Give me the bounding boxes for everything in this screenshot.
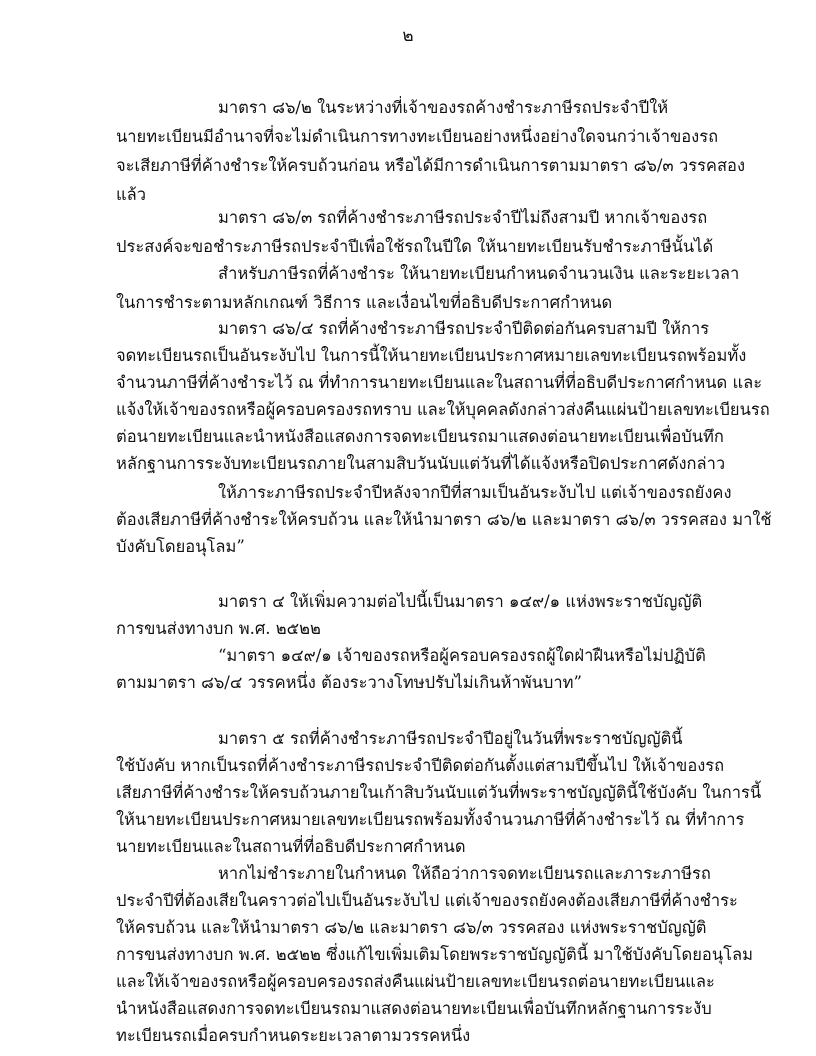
text-line: ทะเบียนรถเมื่อครบกำหนดระยะเวลาตามวรรคหนึ่ง: [116, 1026, 471, 1045]
text-line: สำหรับภาษีรถที่ค้างชำระ ให้นายทะเบียนกำหนดจำนวนเงิน และระยะเวลา: [218, 264, 740, 283]
text-line: ต้องเสียภาษีที่ค้างชำระให้ครบถ้วน และให้นำมาตรา ๘๖/๒ และมาตรา ๘๖/๓ วรรคสอง มาใช้: [116, 510, 772, 529]
page-number: ๒: [402, 26, 414, 46]
text-line: ในการชำระตามหลักเกณฑ์ วิธีการ และเงื่อนไขที่อธิบดีประกาศกำหนด: [116, 293, 613, 312]
text-line: จดทะเบียนรถเป็นอันระงับไป ในการนี้ให้นายทะเบียนประกาศหมายเลขทะเบียนรถพร้อมทั้ง: [116, 346, 747, 365]
text-line: นายทะเบียนและในสถานที่ที่อธิบดีประกาศกำหนด: [116, 837, 466, 856]
text-line: จำนวนภาษีที่ค้างชำระไว้ ณ ที่ทำการนายทะเบียนและในสถานที่ที่อธิบดีประกาศกำหนด และ: [116, 373, 763, 392]
text-line: หากไม่ชำระภายในกำหนด ให้ถือว่าการจดทะเบียนรถและภาระภาษีรถ: [218, 864, 711, 883]
text-line: ต่อนายทะเบียนและนำหนังสือแสดงการจดทะเบียนรถมาแสดงต่อนายทะเบียนเพื่อบันทึก: [116, 427, 724, 446]
text-line: ใช้บังคับ หากเป็นรถที่ค้างชำระภาษีรถประจำปีติดต่อกันตั้งแต่สามปีขึ้นไป ให้เจ้าของรถ: [116, 756, 725, 775]
text-line: แจ้งให้เจ้าของรถหรือผู้ครอบครองรถทราบ และให้บุคคลดังกล่าวส่งคืนแผ่นป้ายเลขทะเบียนรถ: [116, 400, 770, 419]
text-line: มาตรา ๘๖/๔ รถที่ค้างชำระภาษีรถประจำปีติดต่อกันครบสามปี ให้การ: [218, 319, 710, 338]
text-line: การขนส่งทางบก พ.ศ. ๒๕๒๒ ซึ่งแก้ไขเพิ่มเติมโดยพระราชบัญญัตินี้ มาใช้บังคับโดยอนุโลม: [116, 945, 753, 964]
text-line: “มาตรา ๑๔๙/๑ เจ้าของรถหรือผู้ครอบครองรถผู้ใดฝ่าฝืนหรือไม่ปฏิบัติ: [218, 646, 706, 665]
text-line: นำหนังสือแสดงการจดทะเบียนรถมาแสดงต่อนายทะเบียนเพื่อบันทึกหลักฐานการระงับ: [116, 999, 712, 1018]
text-line: เสียภาษีที่ค้างชำระให้ครบถ้วนภายในเก้าสิบวันนับแต่วันที่พระราชบัญญัตินี้ใช้บังคับ ในการนี้: [116, 783, 762, 802]
text-line: ให้ครบถ้วน และให้นำมาตรา ๘๖/๒ และมาตรา ๘๖/๓ วรรคสอง แห่งพระราชบัญญัติ: [116, 918, 707, 937]
text-line: ตามมาตรา ๘๖/๔ วรรคหนึ่ง ต้องระวางโทษปรับไม่เกินห้าพันบาท”: [116, 673, 582, 692]
text-line: ประสงค์จะขอชำระภาษีรถประจำปีเพื่อใช้รถในปีใด ให้นายทะเบียนรับชำระภาษีนั้นได้: [116, 237, 714, 256]
text-line: จะเสียภาษีที่ค้างชำระให้ครบถ้วนก่อน หรือได้มีการดำเนินการตามมาตรา ๘๖/๓ วรรคสอง: [116, 156, 746, 175]
text-line: การขนส่งทางบก พ.ศ. ๒๕๒๒: [116, 619, 321, 638]
text-line: ประจำปีที่ต้องเสียในคราวต่อไปเป็นอันระงับไป แต่เจ้าของรถยังคงต้องเสียภาษีที่ค้างชำระ: [116, 891, 738, 910]
text-line: มาตรา ๘๖/๒ ในระหว่างที่เจ้าของรถค้างชำระภาษีรถประจำปีให้: [218, 98, 669, 117]
text-line: หลักฐานการระงับทะเบียนรถภายในสามสิบวันนับแต่วันที่ได้แจ้งหรือปิดประกาศดังกล่าว: [116, 454, 726, 473]
text-line: บังคับโดยอนุโลม”: [116, 537, 245, 556]
text-line: มาตรา ๕ รถที่ค้างชำระภาษีรถประจำปีอยู่ในวันที่พระราชบัญญัตินี้: [218, 729, 683, 748]
text-line: นายทะเบียนมีอำนาจที่จะไม่ดำเนินการทางทะเบียนอย่างหนึ่งอย่างใดจนกว่าเจ้าของรถ: [116, 127, 719, 146]
text-line: แล้ว: [116, 185, 147, 204]
text-line: และให้เจ้าของรถหรือผู้ครอบครองรถส่งคืนแผ่นป้ายเลขทะเบียนรถต่อนายทะเบียนและ: [116, 972, 715, 991]
text-line: ให้นายทะเบียนประกาศหมายเลขทะเบียนรถพร้อมทั้งจำนวนภาษีที่ค้างชำระไว้ ณ ที่ทำการ: [116, 810, 745, 829]
text-line: มาตรา ๔ ให้เพิ่มความต่อไปนี้เป็นมาตรา ๑๔๙/๑ แห่งพระราชบัญญัติ: [218, 592, 703, 611]
text-line: ให้ภาระภาษีรถประจำปีหลังจากปีที่สามเป็นอันระงับไป แต่เจ้าของรถยังคง: [218, 483, 732, 502]
text-line: มาตรา ๘๖/๓ รถที่ค้างชำระภาษีรถประจำปีไม่ถึงสามปี หากเจ้าของรถ: [218, 208, 708, 227]
